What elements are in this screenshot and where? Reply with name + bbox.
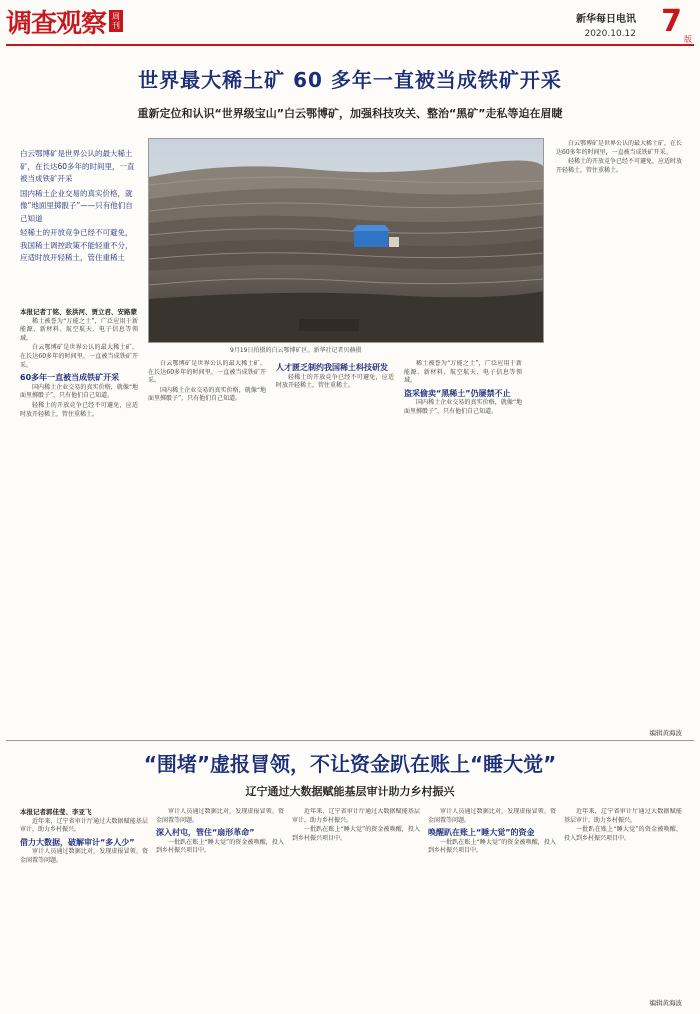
paper-name: 新华每日电讯 bbox=[576, 14, 636, 25]
story1-subhead-2: 人才匮乏制约我国稀土科技研发 bbox=[276, 363, 388, 372]
story1-editor: 编辑黄海波 bbox=[649, 729, 682, 737]
body-paragraph: 一批趴在账上“睡大觉”的资金被唤醒，投入到乡村振兴项目中。 bbox=[428, 838, 556, 855]
body-paragraph: 轻稀土的开放竞争已经不可避免，应适时放开轻稀土，管住重稀土。 bbox=[276, 373, 394, 390]
story1-byline: 本报记者丁铭、张洪河、贾立君、安路蒙 bbox=[20, 308, 137, 316]
body-paragraph: 白云鄂博矿是世界公认的最大稀土矿，在长达60多年的时间里，一直被当成铁矿开采。 bbox=[556, 140, 682, 156]
logo-tag: 周刊 bbox=[109, 10, 123, 32]
story2-headline: “围堵”虚报冒领，不让资金趴在账上“睡大觉” bbox=[143, 752, 557, 776]
story2-subhead-2: 深入村屯，管住“扇形革命” bbox=[156, 828, 255, 838]
story2-subhead-3: 唤醒趴在账上“睡大觉”的资金 bbox=[428, 828, 535, 838]
body-paragraph: 国内稀土企业交易的真实价格，就像“地面里掷骰子”，只有他们自己知道。 bbox=[404, 399, 522, 415]
story1-column-1 bbox=[20, 308, 138, 738]
story2-byline: 本报记者郭佳莹、李亚飞 bbox=[20, 808, 92, 816]
story1-column-4 bbox=[404, 360, 522, 738]
story-divider bbox=[6, 740, 694, 741]
lead-paragraph: 白云鄂博矿是世界公认的最大稀土矿，在长达60多年的时间里，一直被当成铁矿开采 bbox=[20, 149, 135, 183]
story1-lead-box bbox=[20, 148, 138, 298]
logo-text: 调查观察 bbox=[6, 8, 107, 39]
lead-paragraph: 轻稀土的开放竞争已经不可避免，我国稀土调控政策不能轻重不分，应适时放开轻稀土，管住重稀土 bbox=[20, 228, 133, 262]
body-paragraph: 稀土被誉为“万能之土”，广泛应用于新能源、新材料、航空航天、电子信息等领域。 bbox=[404, 360, 522, 385]
story1-subheadline: 重新定位和认识“世界级宝山”白云鄂博矿，加强科技攻关、整治“黑矿”走私等迫在眉睫 bbox=[137, 107, 563, 120]
issue-date: 2020.10.12 bbox=[584, 29, 636, 39]
body-paragraph: 一批趴在账上“睡大觉”的资金被唤醒，投入到乡村振兴项目中。 bbox=[564, 826, 682, 842]
story1-column-3 bbox=[276, 360, 394, 738]
mine-photo bbox=[148, 138, 544, 343]
masthead bbox=[6, 4, 694, 44]
story2-subheadline: 辽宁通过大数据赋能基层审计助力乡村振兴 bbox=[245, 785, 455, 798]
story2-subhead-1: 借力大数据，破解审计“多人少” bbox=[20, 837, 135, 847]
lead-paragraph: 国内稀土企业交易的真实价格，就像“地面里掷骰子”——只有他们自己知道 bbox=[20, 188, 133, 223]
masthead-rule bbox=[6, 44, 694, 46]
body-paragraph: 审计人员通过数据比对，发现虚报冒领、资金闲置等问题。 bbox=[20, 848, 148, 864]
story2-column-1 bbox=[20, 808, 148, 1008]
story2-column-4 bbox=[428, 808, 556, 1008]
story1-headline: 世界最大稀土矿 60 多年一直被当成铁矿开采 bbox=[138, 68, 562, 92]
story2-column-5 bbox=[564, 808, 682, 998]
open-pit-mine-image bbox=[149, 139, 544, 343]
body-paragraph: 白云鄂博矿是世界公认的最大稀土矿，在长达60多年的时间里，一直被当成铁矿开采。 bbox=[20, 344, 138, 369]
body-paragraph: 审计人员通过数据比对，发现虚报冒领、资金闲置等问题。 bbox=[156, 808, 284, 824]
body-paragraph: 轻稀土的开放竞争已经不可避免，应适时放开轻稀土，管住重稀土。 bbox=[20, 401, 138, 418]
body-paragraph: 审计人员通过数据比对，发现虚报冒领、资金闲置等问题。 bbox=[428, 808, 556, 824]
page-number: 7 bbox=[661, 4, 682, 39]
story1-column-5 bbox=[556, 140, 682, 730]
story1-column-2 bbox=[148, 360, 266, 738]
column-logo bbox=[6, 4, 123, 38]
story2-column-2 bbox=[156, 808, 284, 1008]
body-paragraph: 国内稀土企业交易的真实价格，就像“地面里掷骰子”，只有他们自己知道。 bbox=[20, 383, 138, 400]
body-paragraph: 近年来，辽宁省审计厅通过大数据赋能基层审计，助力乡村振兴。 bbox=[564, 808, 682, 824]
story2-column-3 bbox=[292, 808, 420, 1008]
body-paragraph: 稀土被誉为“万能之土”，广泛应用于新能源、新材料、航空航天、电子信息等领域。 bbox=[20, 317, 138, 342]
story2-editor: 编辑黄海波 bbox=[649, 999, 682, 1007]
body-paragraph: 一批趴在账上“睡大觉”的资金被唤醒，投入到乡村振兴项目中。 bbox=[156, 838, 284, 855]
page-unit: 版 bbox=[684, 35, 692, 44]
story1-subhead-1: 60多年一直被当成铁矿开采 bbox=[20, 373, 120, 383]
body-paragraph: 轻稀土的开放竞争已经不可避免，应适时放开轻稀土，管住重稀土。 bbox=[556, 158, 682, 174]
photo-caption: 9月19日拍摄的白云鄂博矿区。新华社记者贝赫摄 bbox=[230, 347, 362, 354]
body-paragraph: 白云鄂博矿是世界公认的最大稀土矿，在长达60多年的时间里，一直被当成铁矿开采。 bbox=[148, 360, 266, 385]
body-paragraph: 国内稀土企业交易的真实价格，就像“地面里掷骰子”，只有他们自己知道。 bbox=[148, 386, 266, 403]
body-paragraph: 近年来，辽宁省审计厅通过大数据赋能基层审计，助力乡村振兴。 bbox=[20, 817, 148, 834]
body-paragraph: 一批趴在账上“睡大觉”的资金被唤醒，投入到乡村振兴项目中。 bbox=[292, 826, 420, 842]
story1-subhead-3: 盗采偷卖“黑稀土”仍屡禁不止 bbox=[404, 388, 511, 398]
body-paragraph: 近年来，辽宁省审计厅通过大数据赋能基层审计，助力乡村振兴。 bbox=[292, 808, 420, 824]
